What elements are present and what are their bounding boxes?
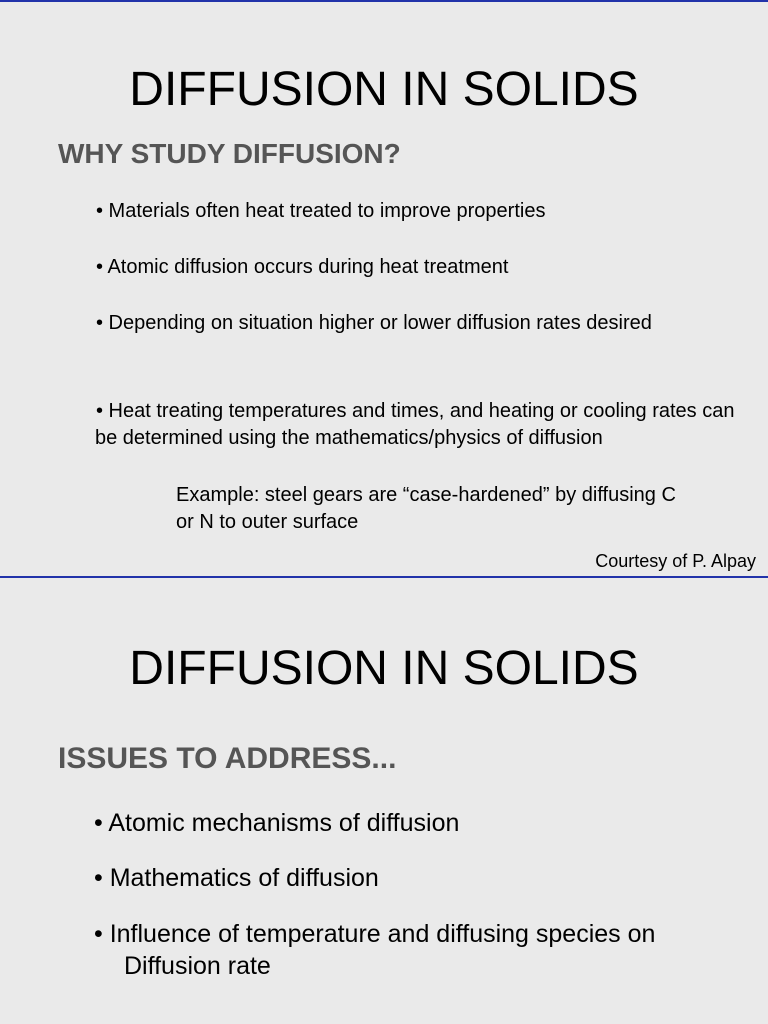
bullet-item: • Materials often heat treated to improve properties — [96, 200, 546, 222]
bullet-item: • Influence of temperature and diffusing species on — [94, 920, 656, 948]
bullet-item: • Depending on situation higher or lower diffusion rates desired — [96, 312, 652, 334]
slide-subheading: WHY STUDY DIFFUSION? — [58, 138, 401, 169]
slide-issues-to-address — [0, 578, 768, 1024]
bullet-item: • Heat treating temperatures and times, and heating or cooling rates can be determined using the mathematics/physics of diffusion — [95, 400, 735, 449]
credit-line: Courtesy of P. Alpay — [595, 551, 756, 571]
bullet-item: • Atomic mechanisms of diffusion — [94, 809, 460, 837]
bullet-item: • Mathematics of diffusion — [94, 864, 379, 892]
slide-title: DIFFUSION IN SOLIDS — [129, 642, 639, 695]
bullet-item: • Atomic diffusion occurs during heat treatment — [96, 256, 509, 278]
slide-subheading: ISSUES TO ADDRESS... — [58, 742, 397, 775]
slide-title: DIFFUSION IN SOLIDS — [129, 63, 639, 116]
bullet-item-continuation: Diffusion rate — [124, 952, 271, 980]
example-note: Example: steel gears are “case-hardened” by diffusing C or N to outer surface — [176, 484, 676, 533]
